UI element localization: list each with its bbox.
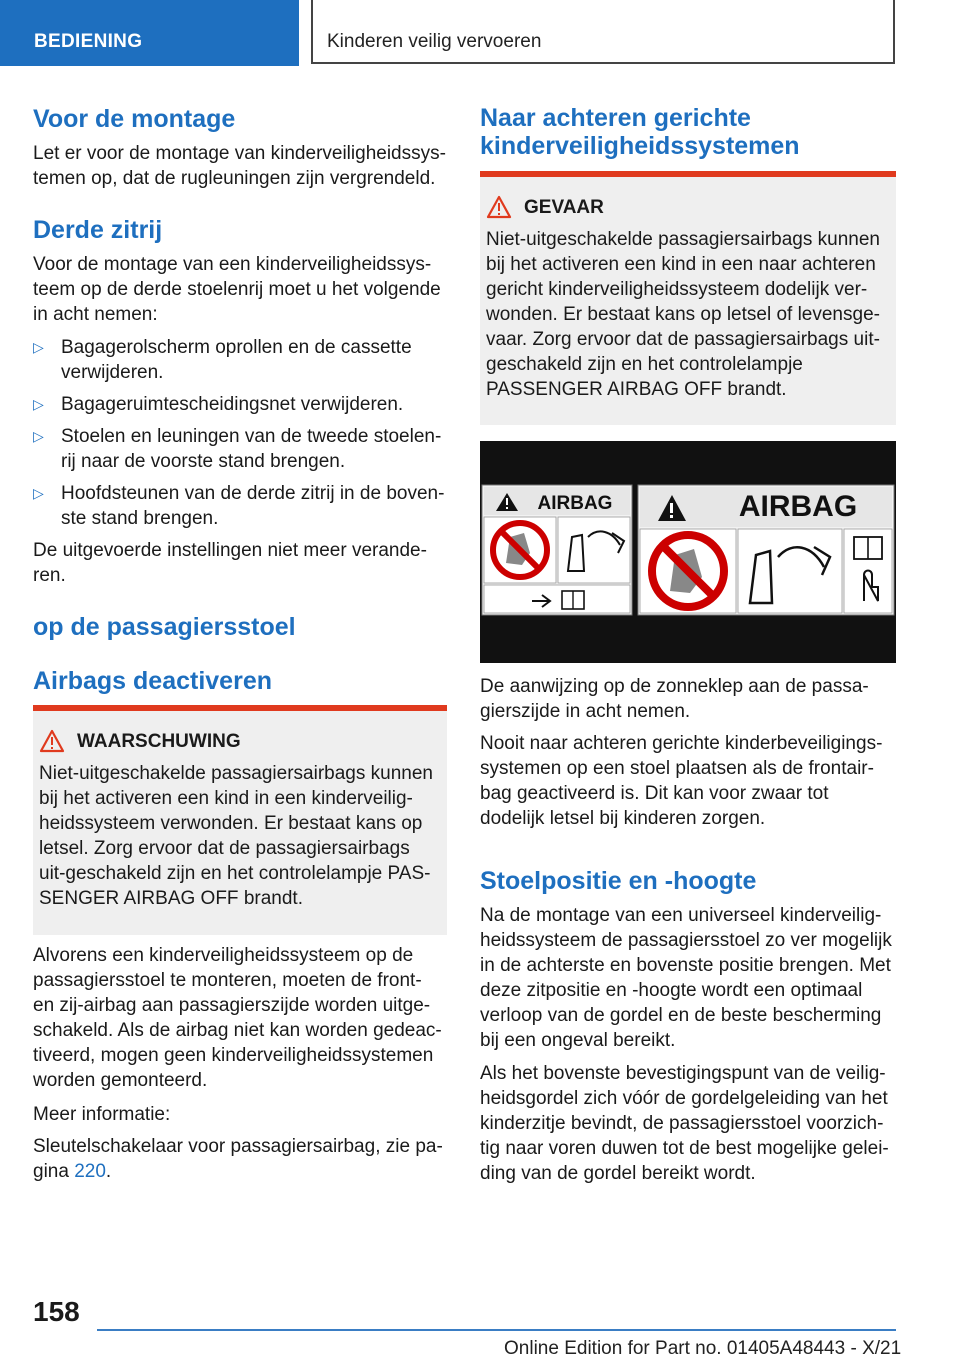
page-number: 158 (33, 1296, 80, 1327)
heading-stoelpositie: Stoelpositie en -hoogte (480, 867, 757, 895)
warning-text: Niet-uitgeschakelde passagiersairbags kunnen bij het activeren een kind in een kinderveilig-heidssysteem verwonden. Er bestaat kans op letsel. Zorg ervoor dat de passagiersairbags uit-geschakeld zijn en het controlelampje PAS-SENGER AIRBAG OFF brandt. (39, 763, 433, 909)
footer-divider (97, 1329, 896, 1331)
list-item: ▷ Bagagerolscherm oprollen en de cassette verwijderen. (33, 337, 412, 383)
bullet-triangle-icon: ▷ (33, 428, 44, 444)
airbag-labels-image (480, 441, 896, 663)
warning-triangle-icon (486, 195, 512, 219)
paragraph-instellingen: De uitgevoerde instellingen niet meer verande-ren. (33, 540, 427, 586)
paragraph-meer-informatie: Meer informatie: (33, 1104, 171, 1125)
large-label-airbag-text: AIRBAG (738, 490, 858, 523)
chapter-title: Kinderen veilig vervoeren (327, 31, 542, 52)
warning-header (39, 729, 441, 755)
chapter-header (311, 0, 895, 64)
paragraph-montage: Let er voor de montage van kinderveiligheidssys-temen op, dat de rugleuningen zijn vergrendeld. (33, 143, 446, 189)
heading-voor-de-montage: Voor de montage (33, 105, 236, 133)
danger-text: Niet-uitgeschakelde passagiersairbags kunnen bij het activeren een kind in een naar achteren gericht kinderveiligheidssysteem dodelijk ver-wonden. Er bestaat kans op letsel of levensge-vaar. Zorg ervoor dat de passagiersairbags uit-geschakeld zijn en het controlelampje PASSENGER AIRBAG OFF brandt. (486, 229, 880, 400)
heading-naar-achteren: Naar achteren gerichte kinderveiligheidssystemen (480, 104, 800, 160)
paragraph-derde-zitrij: Voor de montage van een kinderveiligheidssys-teem op de derde stoelenrij moet u het volgende in acht nemen: (33, 254, 441, 325)
list-item: ▷ Hoofdsteunen van de derde zitrij in de boven-ste stand brengen. (33, 483, 445, 529)
danger-header (486, 195, 890, 221)
heading-passagiersstoel: op de passagiersstoel (33, 613, 296, 641)
paragraph-nooit: Nooit naar achteren gerichte kinderbeveiligings-systemen op een stoel plaatsen als de frontair-bag geactiveerd is. Dit kan voor zwaar tot dodelijk letsel bij kinderen zorgen. (480, 733, 883, 829)
list-item: ▷ Bagageruimtescheidingsnet verwijderen. (33, 394, 404, 415)
section-title: BEDIENING (34, 31, 143, 52)
warning-box (33, 705, 447, 935)
footer-edition: Online Edition for Part no. 01405A48443 - X/21 (504, 1338, 902, 1359)
danger-box (480, 171, 896, 425)
heading-derde-zitrij: Derde zitrij (33, 216, 163, 244)
small-label-airbag-text: AIRBAG (537, 493, 613, 514)
warning-title: WAARSCHUWING (77, 731, 241, 752)
bullet-triangle-icon: ▷ (33, 485, 44, 501)
paragraph-alvorens: Alvorens een kinderveiligheidssysteem op de passagiersstoel te monteren, moeten de front- en zij-airbag aan passagierszijde worden uitge-schakeld. Als de airbag niet kan worden gedeac-tiveerd, mogen geen kinderveiligheidssystemen worden gemonteerd. (33, 945, 442, 1091)
danger-title: GEVAAR (524, 197, 604, 218)
paragraph-als-het-bovenste: Als het bovenste bevestigingspunt van de veilig-heidsgordel zich vóór de gordelgeleiding van het kinderzitje bevindt, de passagiersstoel voorzich-tig naar voren duwen tot de best mogelijke gelei-ding van de gordel bereikt wordt. (480, 1063, 889, 1184)
heading-airbags-deactiveren: Airbags deactiveren (33, 667, 272, 695)
section-tab (0, 0, 299, 66)
paragraph-aanwijzing: De aanwijzing op de zonneklep aan de passa-gierszijde in acht nemen. (480, 676, 869, 722)
paragraph-na-de-montage: Na de montage van een universeel kinderveilig-heidssysteem de passagiersstoel zo ver mogelijk in de achterste en bovenste positie brengen. Met deze zitpositie en -hoogte wordt een optimaal verloop van de gordel en de beste bescherming bij een ongeval bereikt. (480, 905, 892, 1051)
page-reference-link[interactable]: 220 (74, 1161, 106, 1182)
list-item: ▷ Stoelen en leuningen van de tweede stoelen-rij naar de voorste stand brengen. (33, 426, 442, 472)
bullet-triangle-icon: ▷ (33, 339, 44, 355)
airbag-labels-illustration (480, 441, 896, 663)
bullet-triangle-icon: ▷ (33, 396, 44, 412)
paragraph-sleutelschakelaar: Sleutelschakelaar voor passagiersairbag, zie pa-gina 220. (33, 1136, 443, 1182)
warning-triangle-icon (39, 729, 65, 753)
